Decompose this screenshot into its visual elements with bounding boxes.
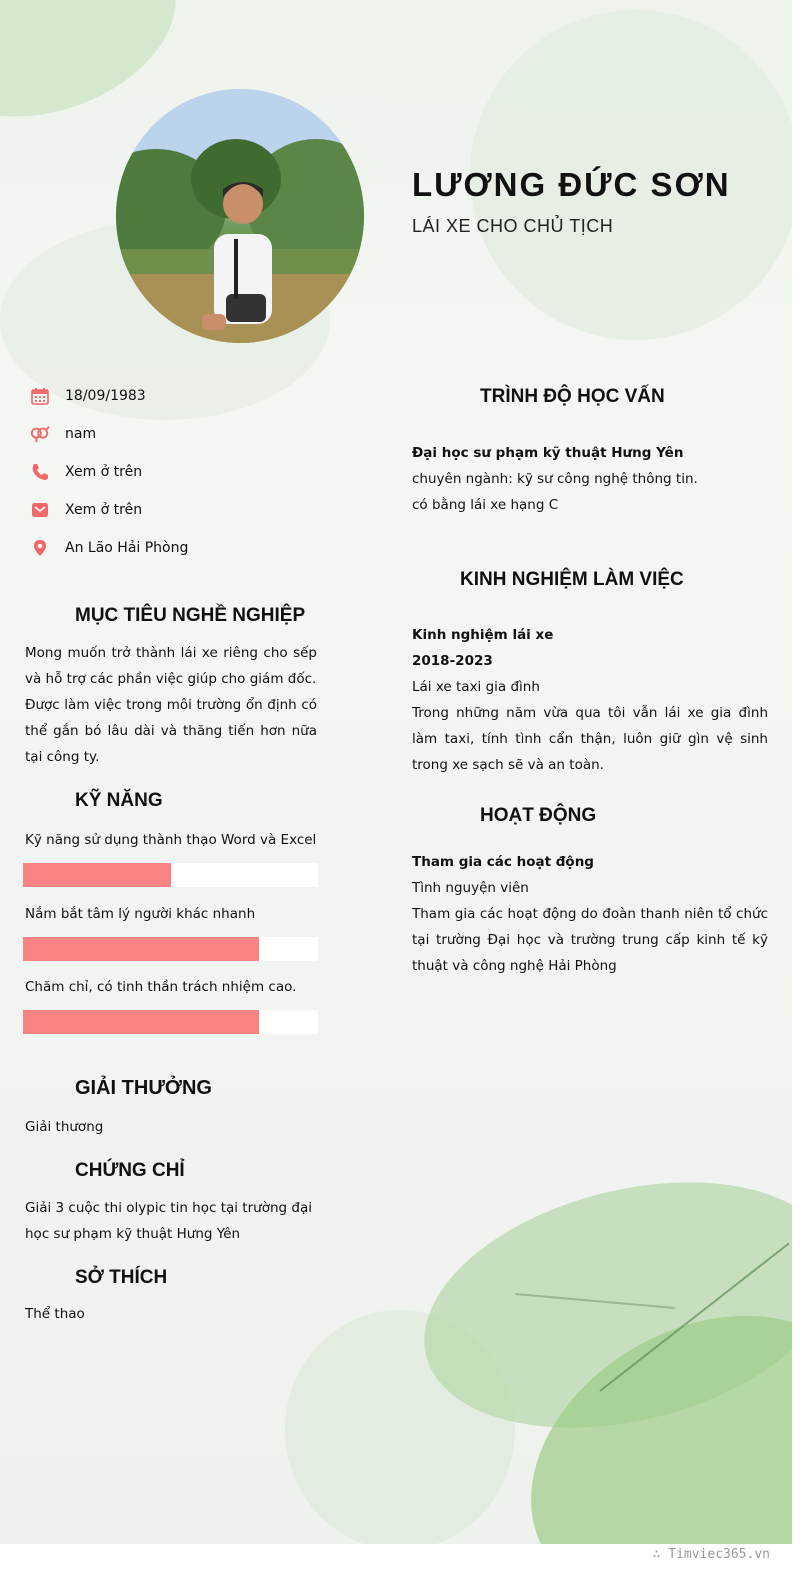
skill-bar [23,863,318,887]
brand-watermark[interactable]: ∴ Timviec365.vn [652,1547,770,1562]
activities-title: HOẠT ĐỘNG [480,805,597,826]
skill-bar-fill [23,1010,259,1034]
education-major: chuyên ngành: kỹ sư công nghệ thông tin. [412,471,698,487]
address-value: An Lão Hải Phòng [65,540,189,556]
experience-role: Lái xe taxi gia đình [412,679,540,695]
skill-label: Chăm chỉ, có tinh thần trách nhiệm cao. [25,979,297,995]
phone-icon [30,462,50,482]
skill-bar [23,1010,318,1034]
skill-bar [23,937,318,961]
objective-text [25,640,317,770]
experience-period: 2018-2023 [412,653,493,669]
education-school: Đại học sư phạm kỹ thuật Hưng Yên [412,445,684,461]
objective-line: Được làm việc trong môi trường ổn định có thể gắn bó lâu dài và thăng tiến hơn nữa tại công ty. [25,697,317,765]
gender-value: nam [65,426,97,442]
objective-line: Mong muốn trở thành lái xe riêng cho sếp và hỗ trợ các phần việc giúp cho giám đốc. [25,645,317,687]
dob-value: 18/09/1983 [65,388,146,404]
awards-title: GIẢI THƯỞNG [75,1077,212,1099]
activities-desc: Tham gia các hoạt động do đoàn thanh niên tổ chức tại trường Đại học và trường trung cấp kinh tế kỹ thuật và công nghệ Hải Phòng [412,906,768,974]
email-icon [30,500,50,520]
hobbies-text: Thể thao [25,1306,85,1322]
activities-heading: Tham gia các hoạt động [412,854,594,870]
full-name: LƯƠNG ĐỨC SƠN [412,166,731,203]
skill-label: Kỹ năng sử dụng thành thạo Word và Excel [25,832,317,848]
info-email [30,500,142,520]
education-title: TRÌNH ĐỘ HỌC VẤN [480,386,665,407]
education-block [412,440,768,518]
calendar-icon [30,386,50,406]
education-note: có bằng lái xe hạng C [412,497,559,513]
phone-value: Xem ở trên [65,464,143,480]
activities-block [412,849,768,979]
objective-title: MỤC TIÊU NGHỀ NGHIỆP [75,605,306,626]
email-value: Xem ở trên [65,502,143,518]
certificates-title: CHỨNG CHỈ [75,1160,185,1181]
awards-text: Giải thương [25,1119,104,1135]
certificates-text: Giải 3 cuộc thi olypic tin học tại trường đại học sư phạm kỹ thuật Hưng Yên [25,1200,312,1242]
job-title: LÁI XE CHO CHỦ TỊCH [412,216,614,236]
skill-bar-fill [23,937,259,961]
skill-bar-fill [23,863,171,887]
experience-block [412,622,768,778]
gender-icon [30,424,50,444]
skills-title: KỸ NĂNG [75,790,163,811]
avatar [116,89,364,343]
activities-role: Tình nguyện viên [412,880,529,896]
experience-heading: Kinh nghiệm lái xe [412,627,554,643]
experience-title: KINH NGHIỆM LÀM VIỆC [460,569,684,590]
location-icon [30,538,50,558]
experience-desc: Trong những năm vừa qua tôi vẫn lái xe gia đình làm taxi, tính tình cẩn thận, luôn giữ gìn vệ sinh trong xe sạch sẽ và an toàn. [412,705,768,773]
footer [0,1544,800,1571]
info-dob [30,386,146,406]
info-address [30,538,188,558]
info-phone [30,462,142,482]
skill-label: Nắm bắt tâm lý người khác nhanh [25,906,256,922]
hobbies-title: SỞ THÍCH [75,1267,168,1288]
info-gender [30,424,96,444]
